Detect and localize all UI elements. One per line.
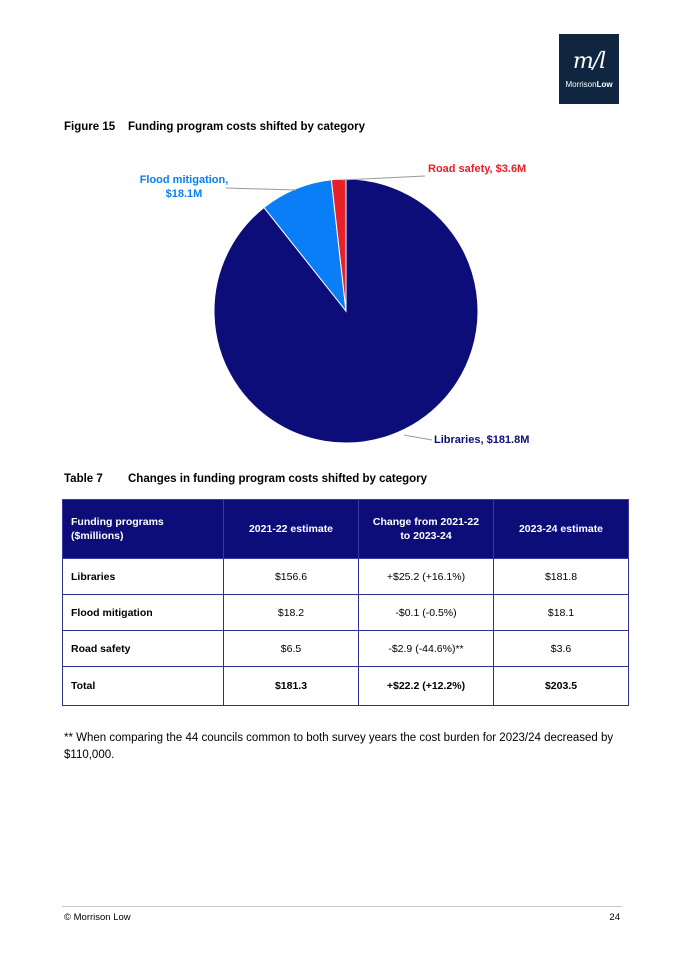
cell-change: -$0.1 (-0.5%) bbox=[359, 595, 494, 631]
cell-2023-24: $181.8 bbox=[494, 559, 629, 595]
table-row-total bbox=[63, 667, 629, 706]
pie-label-libraries: Libraries, $181.8M bbox=[434, 434, 530, 446]
table-row bbox=[63, 595, 629, 631]
funding-table bbox=[62, 499, 629, 706]
table-row bbox=[63, 631, 629, 667]
row-label: Total bbox=[63, 667, 224, 706]
cell-2021-22: $18.2 bbox=[224, 595, 359, 631]
figure-title: Funding program costs shifted by category bbox=[128, 121, 366, 133]
morrison-low-logo bbox=[559, 34, 619, 104]
row-label: Road safety bbox=[63, 631, 224, 667]
table-header-row bbox=[63, 500, 629, 559]
cell-change: -$2.9 (-44.6%)** bbox=[359, 631, 494, 667]
leader-line-flood-mitigation bbox=[226, 188, 296, 190]
cell-change: +$25.2 (+16.1%) bbox=[359, 559, 494, 595]
cell-2021-22: $181.3 bbox=[224, 667, 359, 706]
cell-2023-24: $18.1 bbox=[494, 595, 629, 631]
footnote: ** When comparing the 44 councils common to both survey years the cost burden for 2023/24 decreased by $110,000. bbox=[64, 732, 614, 761]
pie-chart bbox=[0, 150, 675, 460]
header-2023-24-estimate: 2023-24 estimate bbox=[494, 500, 629, 559]
pie-label-road-safety: Road safety, $3.6M bbox=[428, 163, 527, 175]
leader-line-road-safety bbox=[342, 176, 425, 180]
figure-caption bbox=[64, 121, 365, 133]
row-label: Libraries bbox=[63, 559, 224, 595]
cell-2021-22: $156.6 bbox=[224, 559, 359, 595]
page-number: 24 bbox=[609, 912, 620, 923]
pie-label-flood-mitigation-line1: Flood mitigation, bbox=[139, 174, 229, 186]
cell-2021-22: $6.5 bbox=[224, 631, 359, 667]
header-2021-22-estimate: 2021-22 estimate bbox=[224, 500, 359, 559]
table-caption bbox=[64, 473, 427, 485]
cell-2023-24: $203.5 bbox=[494, 667, 629, 706]
table-number: Table 7 bbox=[64, 473, 103, 485]
pie-label-flood-mitigation-line2: $18.1M bbox=[165, 188, 203, 200]
logo-name: MorrisonLow bbox=[565, 80, 613, 89]
table-row bbox=[63, 559, 629, 595]
leader-line-libraries bbox=[404, 435, 432, 440]
figure-number: Figure 15 bbox=[64, 121, 116, 133]
header-change: Change from 2021-22 to 2023-24 bbox=[359, 500, 494, 559]
cell-change: +$22.2 (+12.2%) bbox=[359, 667, 494, 706]
footer-copyright: © Morrison Low bbox=[64, 912, 131, 923]
header-funding-programs: Funding programs ($millions) bbox=[63, 500, 224, 559]
table-title: Changes in funding program costs shifted by category bbox=[128, 473, 428, 485]
row-label: Flood mitigation bbox=[63, 595, 224, 631]
logo-mark: m/l bbox=[572, 49, 606, 74]
cell-2023-24: $3.6 bbox=[494, 631, 629, 667]
footer-divider bbox=[62, 906, 622, 907]
